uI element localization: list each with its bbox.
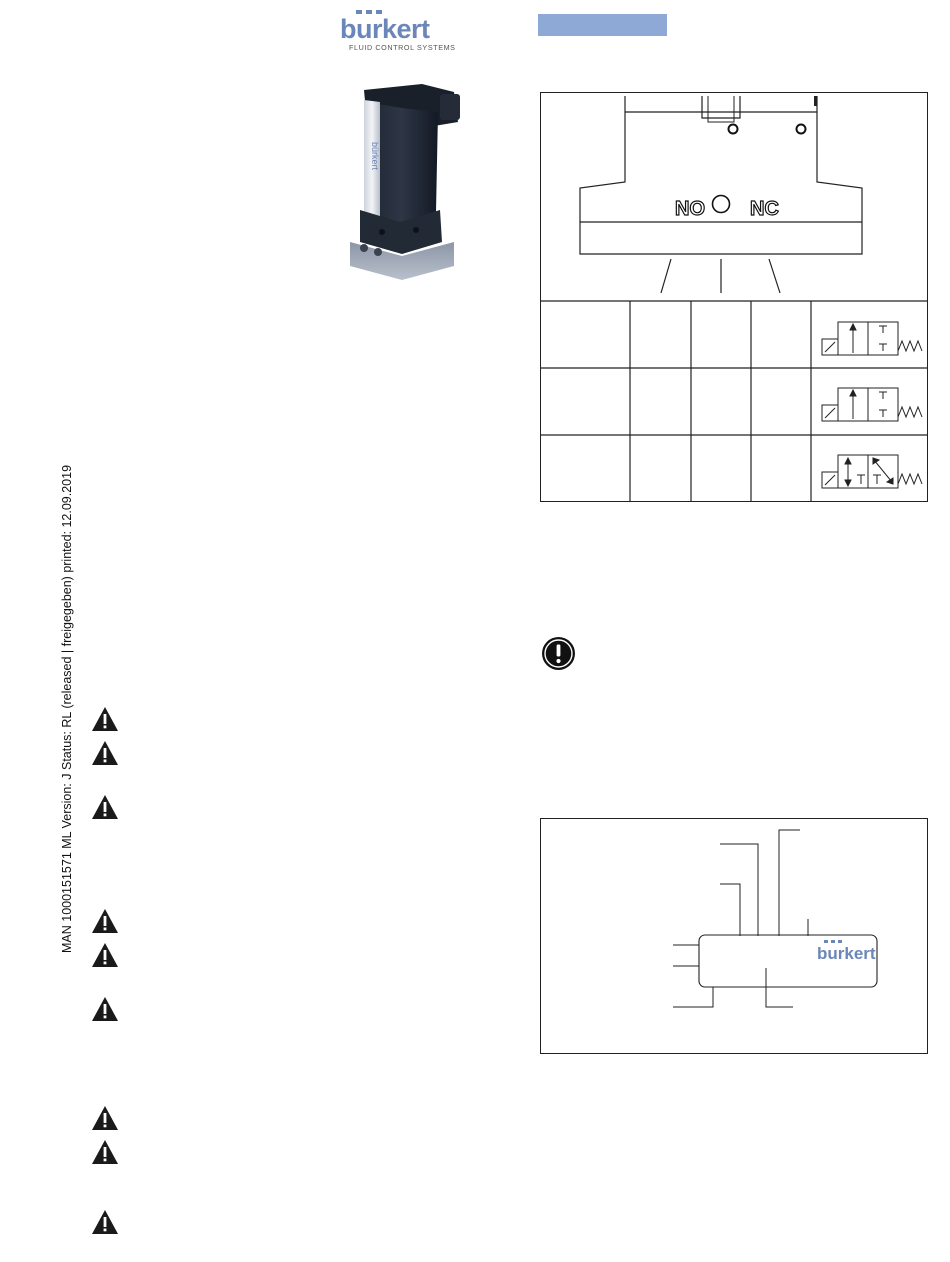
- brand-logo: [336, 8, 456, 52]
- warning-triangle-icon: [91, 740, 119, 766]
- svg-text:bürkert: bürkert: [370, 142, 380, 171]
- warning-triangle-icon: [91, 794, 119, 820]
- valve-symbol-icon: [822, 388, 922, 421]
- type-label-diagram: [540, 818, 928, 1054]
- brand-name: burkert: [340, 14, 430, 44]
- exclamation-circle-icon: [541, 636, 576, 671]
- warning-triangle-icon: [91, 706, 119, 732]
- port-label-no: NO: [675, 198, 705, 220]
- valve-symbol-icon: [822, 322, 922, 355]
- warning-triangle-icon: [91, 996, 119, 1022]
- port-label-nc: NC: [750, 198, 779, 220]
- valve-port-diagram: [540, 92, 928, 502]
- document-version-note: MAN 1000151571 ML Version: J Status: RL (released | freigegeben) printed: 12.09.2019: [60, 464, 74, 953]
- warning-triangle-icon: [91, 908, 119, 934]
- warning-triangle-icon: [91, 1139, 119, 1165]
- warning-triangle-icon: [91, 1209, 119, 1235]
- label-brand: burkert: [817, 944, 876, 963]
- section-header-bar: [538, 14, 667, 36]
- brand-tagline: FLUID CONTROL SYSTEMS: [349, 43, 456, 52]
- valve-symbol-icon: [822, 455, 922, 488]
- warning-triangle-icon: [91, 942, 119, 968]
- warning-triangle-icon: [91, 1105, 119, 1131]
- product-photo: [342, 82, 464, 280]
